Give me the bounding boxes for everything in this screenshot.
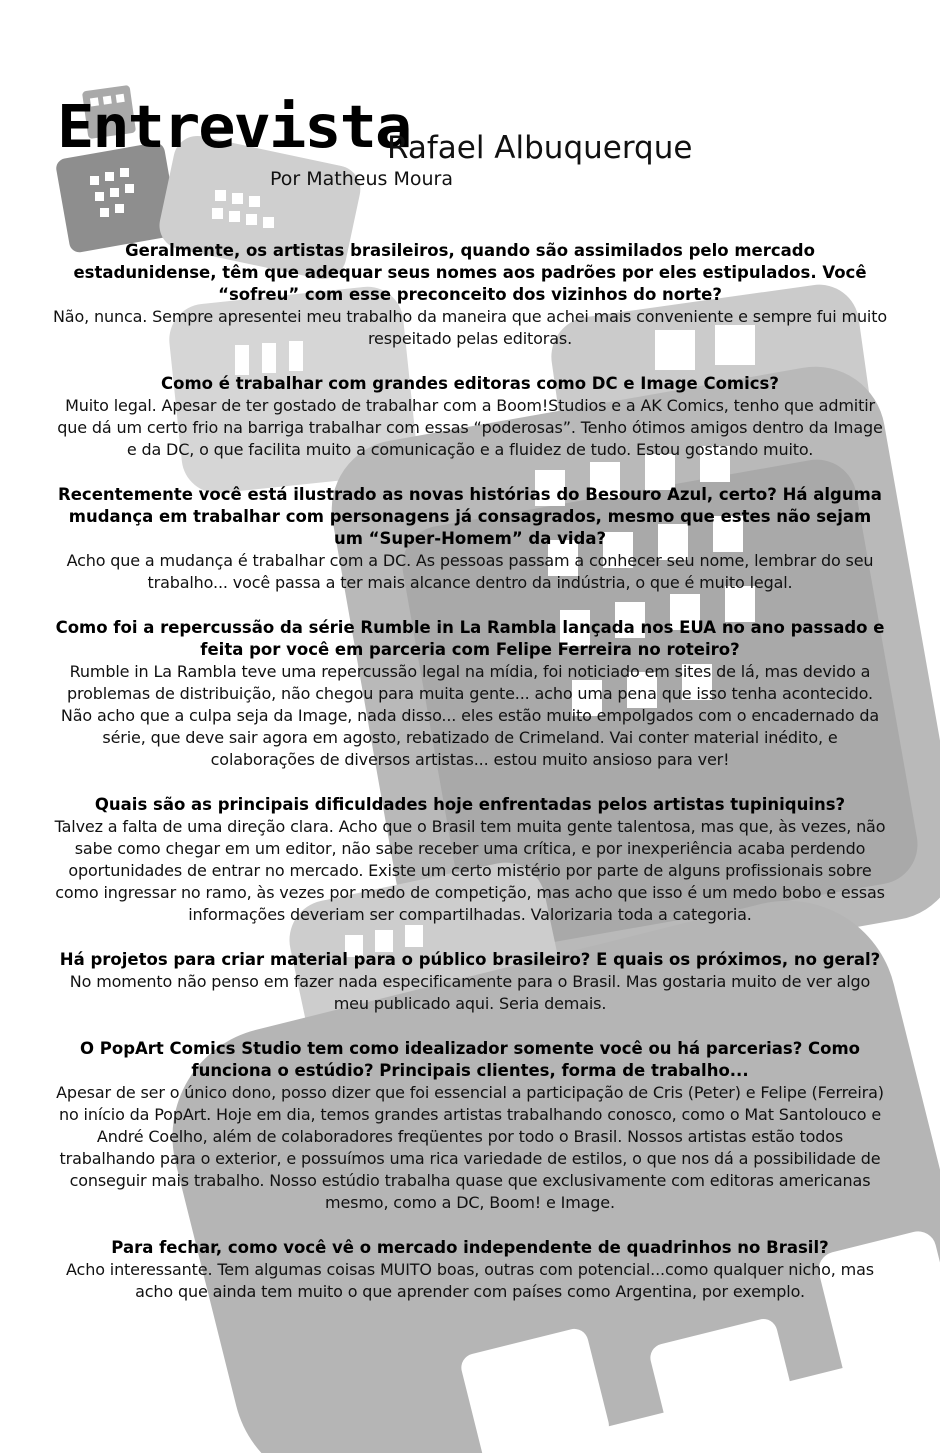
- answer: No momento não penso em fazer nada especificamente para o Brasil. Mas gostaria muito de ver algo meu publicado aqui. Seria demais.: [69, 972, 871, 1013]
- question: Há projetos para criar material para o público brasileiro? E quais os próximos, no geral?: [59, 950, 881, 969]
- qa-block: [52, 617, 888, 771]
- qa-block: [52, 373, 888, 461]
- section-logo: Entrevista: [57, 91, 411, 162]
- question: Para fechar, como você vê o mercado independente de quadrinhos no Brasil?: [111, 1238, 829, 1257]
- question: O PopArt Comics Studio tem como idealizador somente você ou há parcerias? Como funciona o estúdio? Principais clientes, forma de trabalho...: [80, 1039, 860, 1080]
- article-header: [0, 0, 940, 220]
- question: Recentemente você está ilustrado as novas histórias do Besouro Azul, certo? Há alguma mudança em trabalhar com personagens já consagrados, mesmo que estes não sejam um “Super-Homem” da vida?: [58, 485, 882, 548]
- interview-body: [52, 240, 888, 1326]
- answer: Não, nunca. Sempre apresentei meu trabalho da maneira que achei mais conveniente e sempre fui muito respeitado pelas editoras.: [52, 307, 887, 348]
- answer: Muito legal. Apesar de ter gostado de trabalhar com a Boom!Studios e a AK Comics, tenho que admitir que dá um certo frio na barriga trabalhar com essas “poderosas”. Tenho ótimos amigos dentro da Image e da DC, o que facilita muito a comunicação e a fluidez de tudo. Estou gostando muito.: [57, 396, 883, 459]
- answer: Acho que a mudança é trabalhar com a DC. As pessoas passam a conhecer seu nome, lembrar do seu trabalho... você passa a ter mais alcance dentro da indústria, o que é muito legal.: [66, 551, 874, 592]
- qa-block: [52, 484, 888, 594]
- qa-block: [52, 1038, 888, 1214]
- question: Geralmente, os artistas brasileiros, quando são assimilados pelo mercado estadunidense, têm que adequar seus nomes aos padrões por eles estipulados. Você “sofreu” com esse preconceito dos vizinhos do norte?: [73, 241, 867, 304]
- question: Como foi a repercussão da série Rumble in La Rambla lançada nos EUA no ano passado e feita por você em parceria com Felipe Ferreira no roteiro?: [55, 618, 885, 659]
- qa-block: [52, 794, 888, 926]
- interviewee-name: Rafael Albuquerque: [387, 130, 693, 166]
- qa-block: [52, 949, 888, 1015]
- answer: Talvez a falta de uma direção clara. Acho que o Brasil tem muita gente talentosa, mas que, às vezes, não sabe como chegar em um editor, não sabe receber uma crítica, e por inexperiência acaba perdendo oportunidades de entrar no mercado. Existe um certo mistério por parte de alguns profissionais sobre como ingressar no ramo, às vezes por medo de competição, mas acho que isso é um medo bobo e essas informações deveriam ser compartilhadas. Valorizaria toda a categoria.: [54, 817, 886, 924]
- qa-block: [52, 240, 888, 350]
- qa-block: [52, 1237, 888, 1303]
- question: Como é trabalhar com grandes editoras como DC e Image Comics?: [161, 374, 779, 393]
- answer: Acho interessante. Tem algumas coisas MUITO boas, outras com potencial...como qualquer nicho, mas acho que ainda tem muito o que aprender com países como Argentina, por exemplo.: [66, 1260, 874, 1301]
- author-byline: Por Matheus Moura: [270, 168, 453, 190]
- answer: Apesar de ser o único dono, posso dizer que foi essencial a participação de Cris (Peter) e Felipe (Ferreira) no início da PopArt. Hoje em dia, temos grandes artistas trabalhando conosco, como o Mat Santolouco e André Coelho, além de colaboradores freqüentes por todo o Brasil. Nossos artistas estão todos trabalhando para o exterior, e possuímos uma rica variedade de estilos, o que nos dá a possibilidade de conseguir mais trabalho. Nosso estúdio trabalha quase que exclusivamente com editoras americanas mesmo, como a DC, Boom! e Image.: [56, 1083, 884, 1212]
- question: Quais são as principais dificuldades hoje enfrentadas pelos artistas tupiniquins?: [94, 795, 846, 814]
- answer: Rumble in La Rambla teve uma repercussão legal na mídia, foi noticiado em sites de lá, mas devido a problemas de distribuição, não chegou para muita gente... acho uma pena que isso tenha acontecido. Não acho que a culpa seja da Image, nada disso... eles estão muito empolgados com o encadernado da série, que deve sair agora em agosto, rebatizado de Crimeland. Vai conter material inédito, e colaborações de diversos artistas... estou muito ansioso para ver!: [60, 662, 880, 769]
